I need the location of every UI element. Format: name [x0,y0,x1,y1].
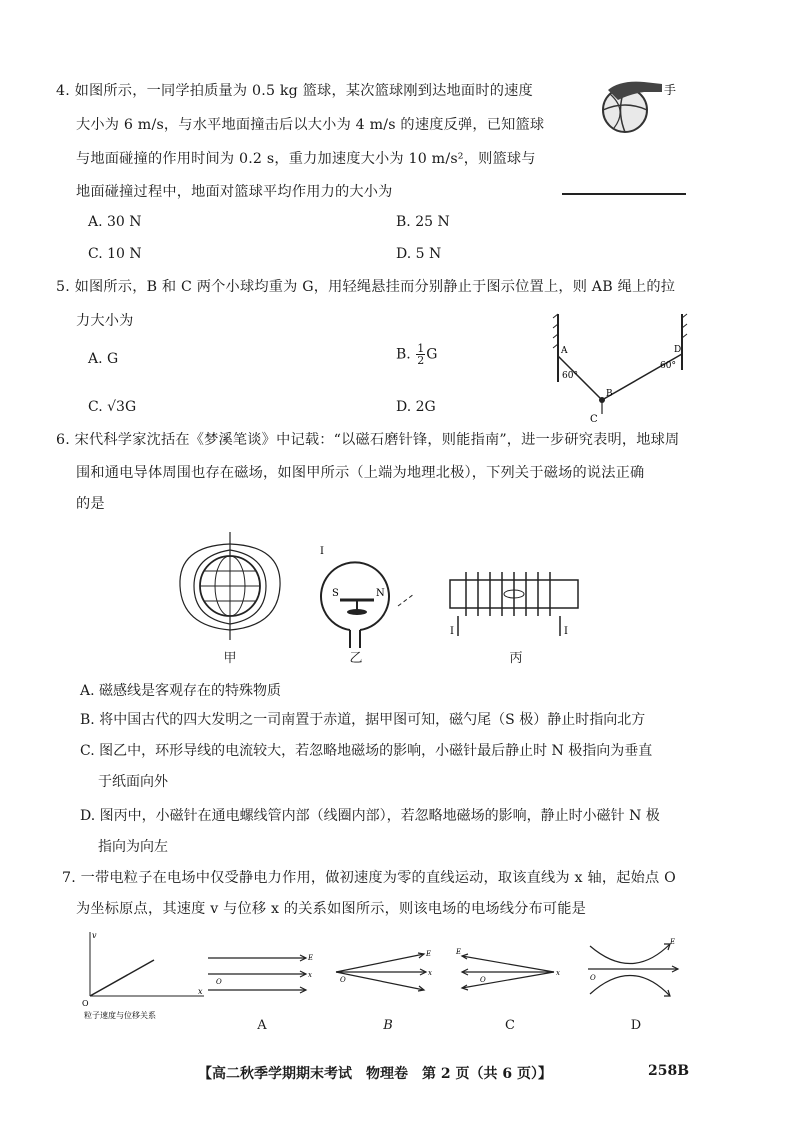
q5-line-1: 5. 如图所示，B 和 C 两个小球均重为 G，用轻绳悬挂而分别静止于图示位置上，则 AB 绳上的拉 [56,279,676,295]
earth-globe-icon [200,556,260,616]
label-i-bing-left: I [450,626,454,637]
axis-v-label: v [92,931,97,940]
q7-caption-b: B [383,1018,393,1033]
q5-option-c: C. √3G [88,399,137,415]
v-x-line [90,960,154,996]
q6-line-2: 围和通电导体周围也存在磁场，如图甲所示（上端为地理北极），下列关于磁场的说法正确 [76,465,645,481]
field-d-o: O [590,974,596,982]
q5-option-b-suffix: G [426,346,438,363]
ring-conductor [321,562,389,648]
q6-caption-yi: 乙 [349,651,363,666]
q7-field-d [582,936,682,1002]
fraction-numerator: 1 [417,342,425,355]
label-s: S [332,588,339,599]
label-b: B [606,389,613,399]
q6-figure-jia [170,526,290,650]
q7-line-2: 为坐标原点，其速度 v 与位移 x 的关系如图所示，则该电场的电场线分布可能是 [76,901,587,917]
q4-line-2: 大小为 6 m/s，与水平地面撞击后以大小为 4 m/s 的速度反弹，已知篮球 [76,117,545,133]
q7-caption-d: D [630,1018,642,1033]
q7-caption-a: A [257,1018,267,1033]
q6-option-c: C. 图乙中，环形导线的电流较大，若忽略地磁场的影响，小磁针最后静止时 N 极指向为垂直 [80,743,653,759]
q6-figure-bing [396,566,582,642]
q4-option-b: B. 25 N [396,214,450,230]
right-wall [682,314,687,370]
q4-option-c: C. 10 N [88,246,142,262]
q7-field-a [202,950,318,1000]
field-a-e: E [308,954,314,962]
q6-line-1: 6. 宋代科学家沈括在《梦溪笔谈》中记载：“以磁石磨针锋，则能指南”，进一步研究表明，地球周 [56,432,680,448]
q6-option-c-cont: 于纸面向外 [98,774,168,790]
label-a: A [561,346,568,356]
graph-caption: 粒子速度与位移关系 [84,1011,156,1020]
dash-mark [398,594,414,606]
field-c-o: O [480,976,486,984]
left-wall [553,314,558,382]
axis-x-label: x [198,987,203,996]
label-i-bing-right: I [564,626,568,637]
q6-figure-yi [312,544,398,648]
q5-line-2: 力大小为 [76,313,134,329]
q5-option-b-fraction [416,343,425,366]
field-c-x: x [556,969,560,977]
hand-label: 手 [664,83,677,97]
label-n: N [376,588,385,599]
ball-b [599,397,605,403]
q5-option-d: D. 2G [396,399,436,415]
q7-line-1: 7. 一带电粒子在电场中仅受静电力作用，做初速度为零的直线运动，取该直线为 x 轴，起始点 O [62,870,676,886]
label-i-yi: I [320,546,324,557]
field-b-x: x [428,969,432,977]
fraction-denominator: 2 [417,354,425,367]
label-c: C [590,414,598,424]
q6-option-b: B. 将中国古代的四大发明之一司南置于赤道，据甲图可知，磁勺尾（S 极）静止时指向北方 [80,712,646,728]
label-d: D [674,345,682,355]
field-d-e: E [670,938,676,946]
q4-line-3: 与地面碰撞的作用时间为 0.2 s，重力加速度大小为 10 m/s²，则篮球与 [76,151,536,167]
exam-code: 258B [648,1063,690,1079]
q4-basketball-figure [558,76,690,206]
q5-rope-figure [550,312,692,424]
q6-line-3: 的是 [76,496,105,512]
field-b-e: E [426,950,432,958]
q4-option-d: D. 5 N [396,246,442,262]
q6-caption-jia: 甲 [223,651,237,666]
q6-option-a: A. 磁感线是客观存在的特殊物质 [80,683,282,699]
q6-option-d: D. 图丙中，小磁针在通电螺线管内部（线圈内部），若忽略地磁场的影响，静止时小磁针 N 极 [80,808,660,824]
q7-field-b [330,944,440,998]
q4-option-a: A. 30 N [88,214,142,230]
q7-field-c [454,946,566,1000]
q4-line-1: 4. 如图所示，一同学拍质量为 0.5 kg 篮球，某次篮球刚到达地面时的速度 [56,83,533,99]
angle-label-right: 60° [660,361,676,371]
compass-needle-icon [340,600,374,615]
field-a-x: x [308,971,312,979]
field-b-o: O [340,976,346,984]
q7-caption-c: C [505,1018,515,1033]
solenoid-coil [450,572,578,636]
q5-option-b [396,343,437,366]
q7-velocity-graph [74,926,208,1022]
angle-label-left: 60° [562,371,578,381]
q4-line-4: 地面碰撞过程中，地面对篮球平均作用力的大小为 [76,184,393,200]
q6-option-d-cont: 指向为向左 [98,839,168,855]
origin-label: O [82,999,89,1008]
page-footer: 【高二秋季学期期末考试 物理卷 第 2 页（共 6 页）】 [198,1066,552,1082]
field-a-o: O [216,978,222,986]
q5-option-b-prefix: B. [396,346,411,363]
field-c-e: E [456,948,462,956]
q5-option-a: A. G [88,351,119,367]
q6-caption-bing: 丙 [509,651,523,666]
